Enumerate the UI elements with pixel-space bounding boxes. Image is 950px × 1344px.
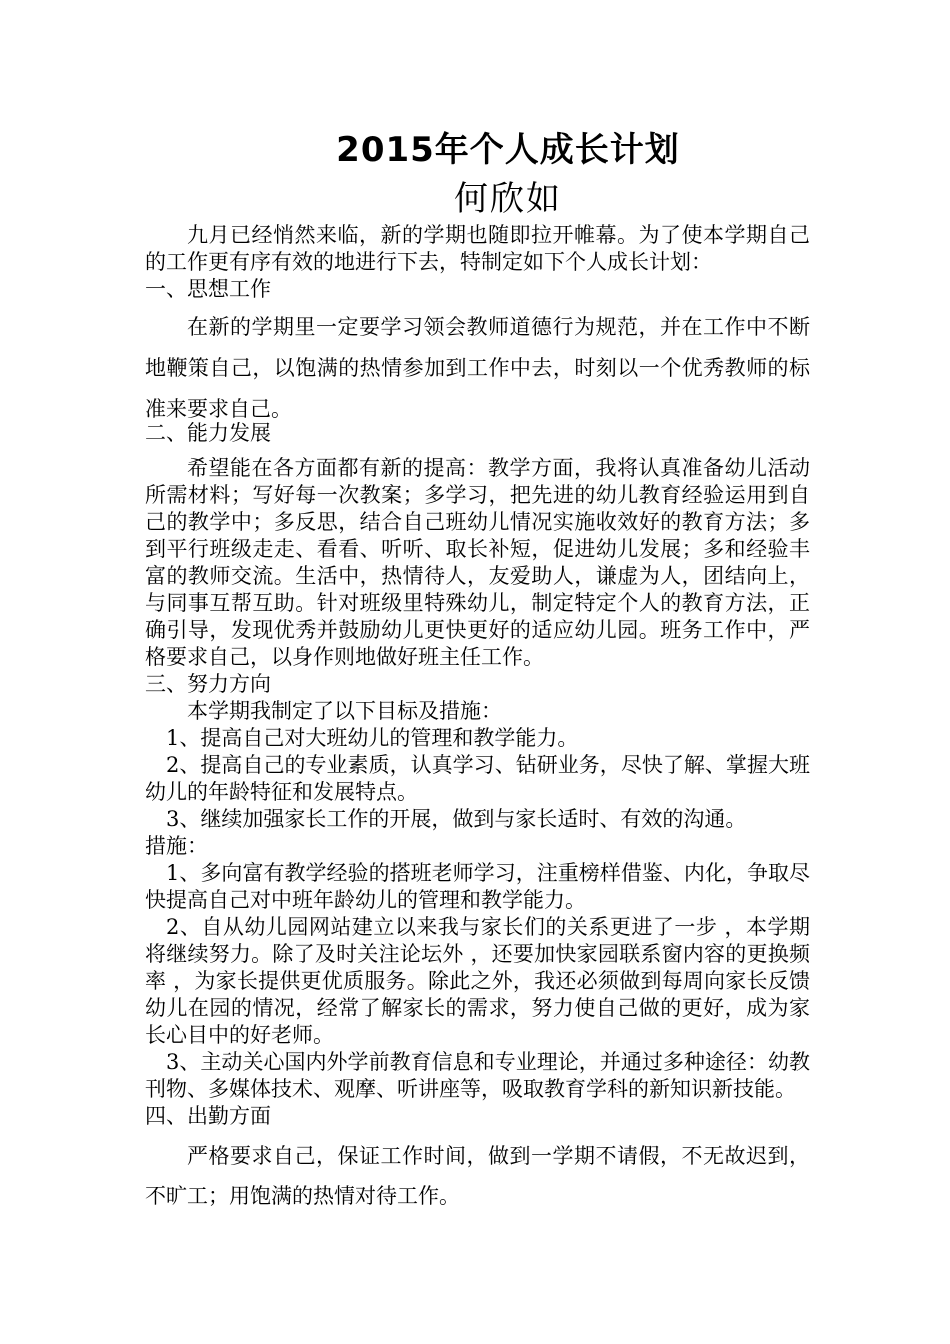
goal-item-2: 2、提高自己的专业素质，认真学习、钻研业务，尽快了解、掌握大班幼儿的年龄特征和发展特点。 bbox=[145, 753, 810, 804]
ability-paragraph: 希望能在各方面都有新的提高：教学方面，我将认真准备幼儿活动所需材料；写好每一次教案；多学习，把先进的幼儿教育经验运用到自己的教学中；多反思，结合自己班幼儿情况实施收效好的教育方法；多到平行班级走走、看看、听听、取长补短，促进幼儿发展；多和经验丰富的教师交流。生活中，热情待人，友爱助人，谦虚为人，团结向上，与同事互帮互助。针对班级里特殊幼儿，制定特定个人的教育方法，正确引导，发现优秀并鼓励幼儿更快更好的适应幼儿园。班务工作中，严格要求自己，以身作则地做好班主任工作。 bbox=[145, 456, 810, 669]
section-heading-ability: 二、能力发展 bbox=[145, 421, 271, 445]
measures-heading: 措施： bbox=[145, 834, 208, 858]
document-author: 何欣如 bbox=[454, 179, 562, 219]
attendance-paragraph: 严格要求自己，保证工作时间，做到一学期不请假，不无故迟到，不旷工；用饱满的热情对待工作。 bbox=[145, 1144, 810, 1208]
intro-paragraph: 九月已经悄然来临，新的学期也随即拉开帷幕。为了使本学期自己的工作更有序有效的地进行下去，特制定如下个人成长计划： bbox=[145, 223, 810, 274]
direction-intro: 本学期我制定了以下目标及措施： bbox=[187, 699, 502, 723]
section-heading-attendance: 四、出勤方面 bbox=[145, 1104, 271, 1128]
section-heading-thought: 一、思想工作 bbox=[145, 277, 271, 301]
measure-item-1: 1、多向富有教学经验的搭班老师学习，注重榜样借鉴、内化，争取尽快提高自己对中班年龄幼儿的管理和教学能力。 bbox=[145, 861, 810, 912]
document-title: 2015年个人成长计划 bbox=[336, 130, 680, 170]
goal-item-1: 1、提高自己对大班幼儿的管理和教学能力。 bbox=[166, 726, 579, 750]
document-body bbox=[145, 222, 810, 1216]
section-heading-direction: 三、努力方向 bbox=[145, 672, 271, 696]
measure-item-2: 2、自从幼儿园网站建立以来我与家长们的关系更进了一步 ，本学期将继续努力。除了及时关注论坛外 ，还要加快家园联系窗内容的更换频率 ，为家长提供更优质服务。除此之外，我还必须做到每周向家长反馈幼儿在园的情况，经常了解家长的需求，努力使自己做的更好，成为家长心目中的好老师。 bbox=[145, 915, 810, 1047]
thought-paragraph: 在新的学期里一定要学习领会教师道德行为规范，并在工作中不断地鞭策自己，以饱满的热情参加到工作中去，时刻以一个优秀教师的标准来要求自己。 bbox=[145, 315, 810, 421]
measure-item-3: 3、主动关心国内外学前教育信息和专业理论，并通过多种途径：幼教刊物、多媒体技术、观摩、听讲座等，吸取教育学科的新知识新技能。 bbox=[145, 1050, 810, 1101]
goal-item-3: 3、继续加强家长工作的开展，做到与家长适时、有效的沟通。 bbox=[166, 807, 747, 831]
